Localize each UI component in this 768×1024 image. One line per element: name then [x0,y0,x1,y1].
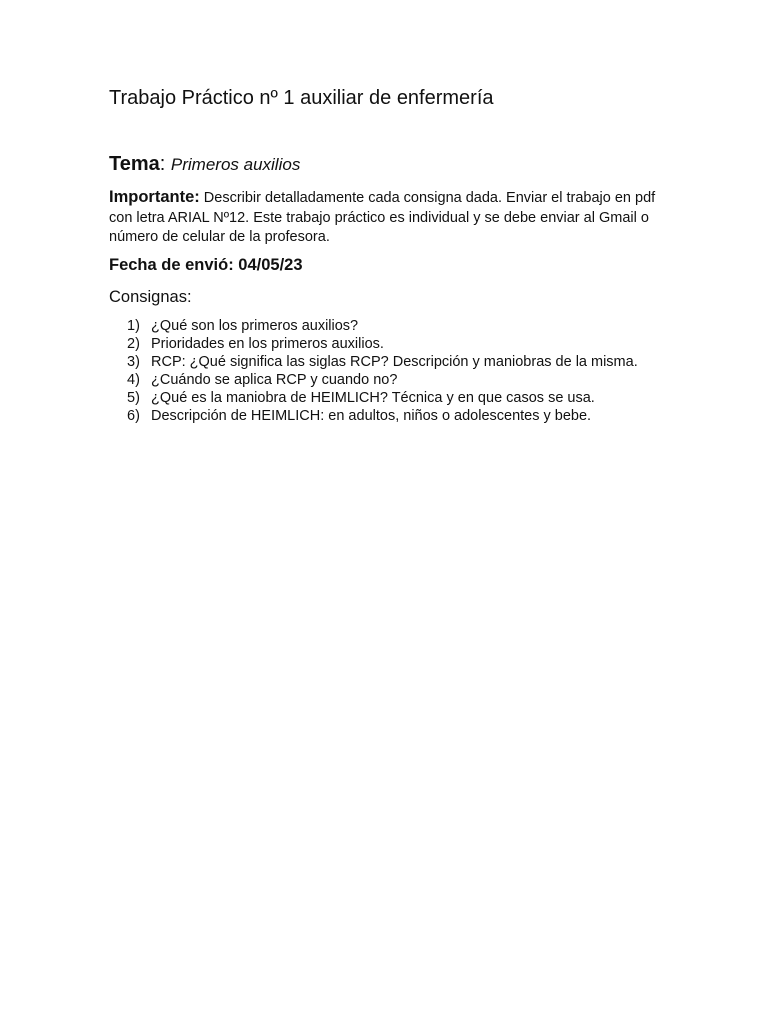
tema-separator: : [159,153,166,175]
tema-label: Tema [109,153,160,175]
list-item-text: ¿Cuándo se aplica RCP y cuando no? [151,372,398,388]
tema-value: Primeros auxilios [170,155,301,174]
document-title: Trabajo Práctico nº 1 auxiliar de enfermería [109,87,494,109]
list-item [109,353,669,371]
fecha-envio: Fecha de envió: 04/05/23 [109,256,303,274]
list-item-text: Prioridades en los primeros auxilios. [151,336,384,352]
list-item-number: 5) [127,390,140,406]
consignas-list [109,317,669,425]
list-item [109,317,669,335]
list-item-text: ¿Qué es la maniobra de HEIMLICH? Técnica y en que casos se usa. [151,390,595,406]
tema-line [109,152,300,177]
consignas-heading: Consignas: [109,288,192,306]
list-item-text: RCP: ¿Qué significa las siglas RCP? Descripción y maniobras de la misma. [151,354,638,370]
importante-text: Describir detalladamente cada consigna dada. Enviar el trabajo en pdf con letra ARIAL Nº12. Este trabajo práctico es individual y se debe enviar al Gmail o número de celular de la profesora. [109,190,656,245]
importante-paragraph [109,188,669,248]
importante-label: Importante: [109,188,200,206]
list-item [109,371,669,389]
list-item-text: Descripción de HEIMLICH: en adultos, niños o adolescentes y bebe. [151,408,592,424]
list-item-number: 6) [127,408,140,424]
list-item-number: 2) [127,336,140,352]
list-item [109,335,669,353]
list-item-text: ¿Qué son los primeros auxilios? [151,318,359,334]
list-item [109,389,669,407]
list-item-number: 1) [127,318,140,334]
list-item-number: 4) [127,372,140,388]
list-item [109,407,669,425]
list-item-number: 3) [127,354,140,370]
